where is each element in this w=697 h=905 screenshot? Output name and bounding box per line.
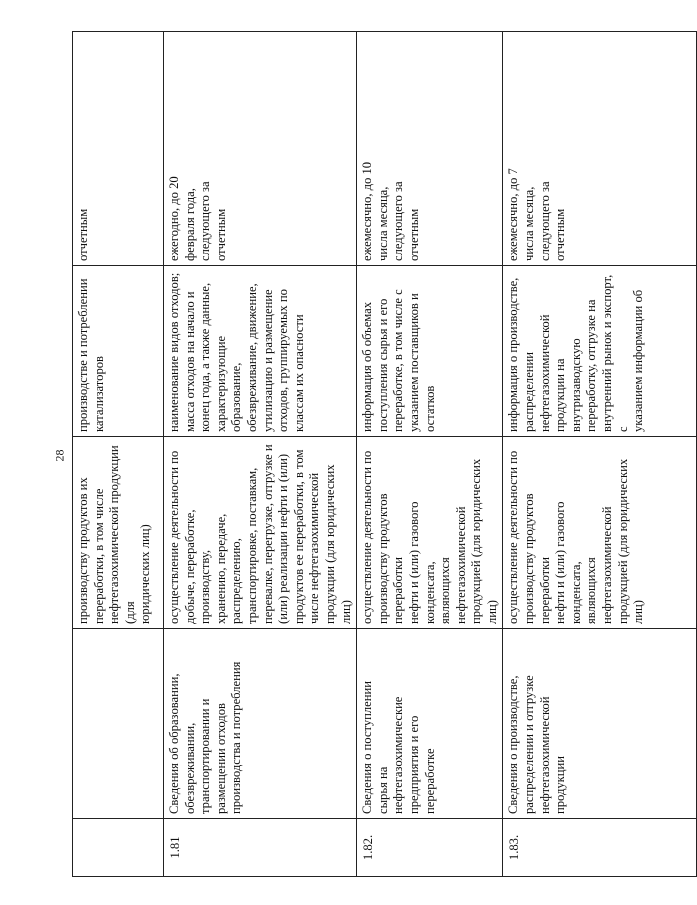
activity-text: производству продуктов их переработки, в том числе нефтегазохимической продукции (для юридических лиц) (76, 445, 153, 624)
activity-text: осуществление деятельности по добыче, переработке, производству, хранению, передаче, распределению, транспортировке, поставкам, перевалке, перегрузке, отгрузке и (или) реализации нефти и (или) продуктов ее переработки, в том числе нефтегазохимической продукции (для юридических лиц) (167, 444, 353, 624)
activity-text: осуществление деятельности по производству продуктов переработки нефти и (или) газового конденсата, являющихся нефтегазохимической продукцией (для юридических лиц) (506, 450, 646, 624)
activity-cell (164, 437, 357, 629)
table-row (164, 32, 357, 877)
term-text: ежемесячно, до 7 числа месяца, следующего за отчетным (506, 168, 568, 261)
row-number: 1.81 (168, 836, 182, 859)
content-cell (164, 266, 357, 437)
term-text: отчетным (76, 208, 90, 261)
term-text: ежемесячно, до 10 числа месяца, следующего за отчетным (360, 161, 421, 261)
content-cell (503, 266, 697, 437)
row-number-cell (164, 819, 357, 877)
content-cell (357, 266, 503, 437)
table-row (73, 32, 164, 877)
content-text: информация об объемах поступления сырья и его переработке, в том числе с указанием поставщиков и остатков (360, 289, 437, 432)
term-cell (164, 32, 357, 266)
term-text: ежегодно, до 20 февраля года, следующего за отчетным (167, 176, 228, 261)
activity-cell (73, 437, 164, 629)
content-text: информация о производстве, распределении нефтегазохимической продукции на внутризаводскую переработку, отгрузке на внутренний рынок и экспорт, с указанием информации об (506, 274, 646, 432)
term-cell (73, 32, 164, 266)
row-number-cell (73, 819, 164, 877)
table-row (357, 32, 503, 877)
activity-text: осуществление деятельности по производству продуктов переработки нефти и (или) газового конденсата, являющихся нефтегазохимической продукцией (для юридических лиц) (360, 450, 499, 624)
info-name: Сведения о производстве, распределении и отгрузке нефтегазохимической продукции (506, 675, 568, 814)
info-name: Сведения о поступлении сырья на нефтегазохимические предприятия и его переработке (360, 681, 437, 814)
table-row (503, 32, 697, 877)
row-number: 1.83. (507, 834, 522, 861)
info-name-cell (164, 629, 357, 819)
info-name-cell (357, 629, 503, 819)
activity-cell (357, 437, 503, 629)
info-name-cell (503, 629, 697, 819)
term-cell (503, 32, 697, 266)
page-number: 28 (52, 449, 67, 462)
content-cell (73, 266, 164, 437)
row-number-cell (357, 819, 503, 877)
row-number-cell (503, 819, 697, 877)
reporting-forms-table (72, 31, 697, 877)
rotated-page-content (72, 32, 646, 877)
content-text: наименование видов отходов; масса отходов на начало и конец года, а также данные, характеризующие образование, обезвреживание, движение, утилизацию и размещение отходов, группируемых по классам их опасности (167, 272, 306, 432)
activity-cell (503, 437, 697, 629)
info-name-cell (73, 629, 164, 819)
row-number: 1.82. (361, 834, 376, 861)
content-text: производстве и потреблении катализаторов (76, 278, 106, 432)
info-name: Сведения об образовании, обезвреживании, транспортировании и размещении отходов производства и потребления (167, 661, 244, 814)
term-cell (357, 32, 503, 266)
